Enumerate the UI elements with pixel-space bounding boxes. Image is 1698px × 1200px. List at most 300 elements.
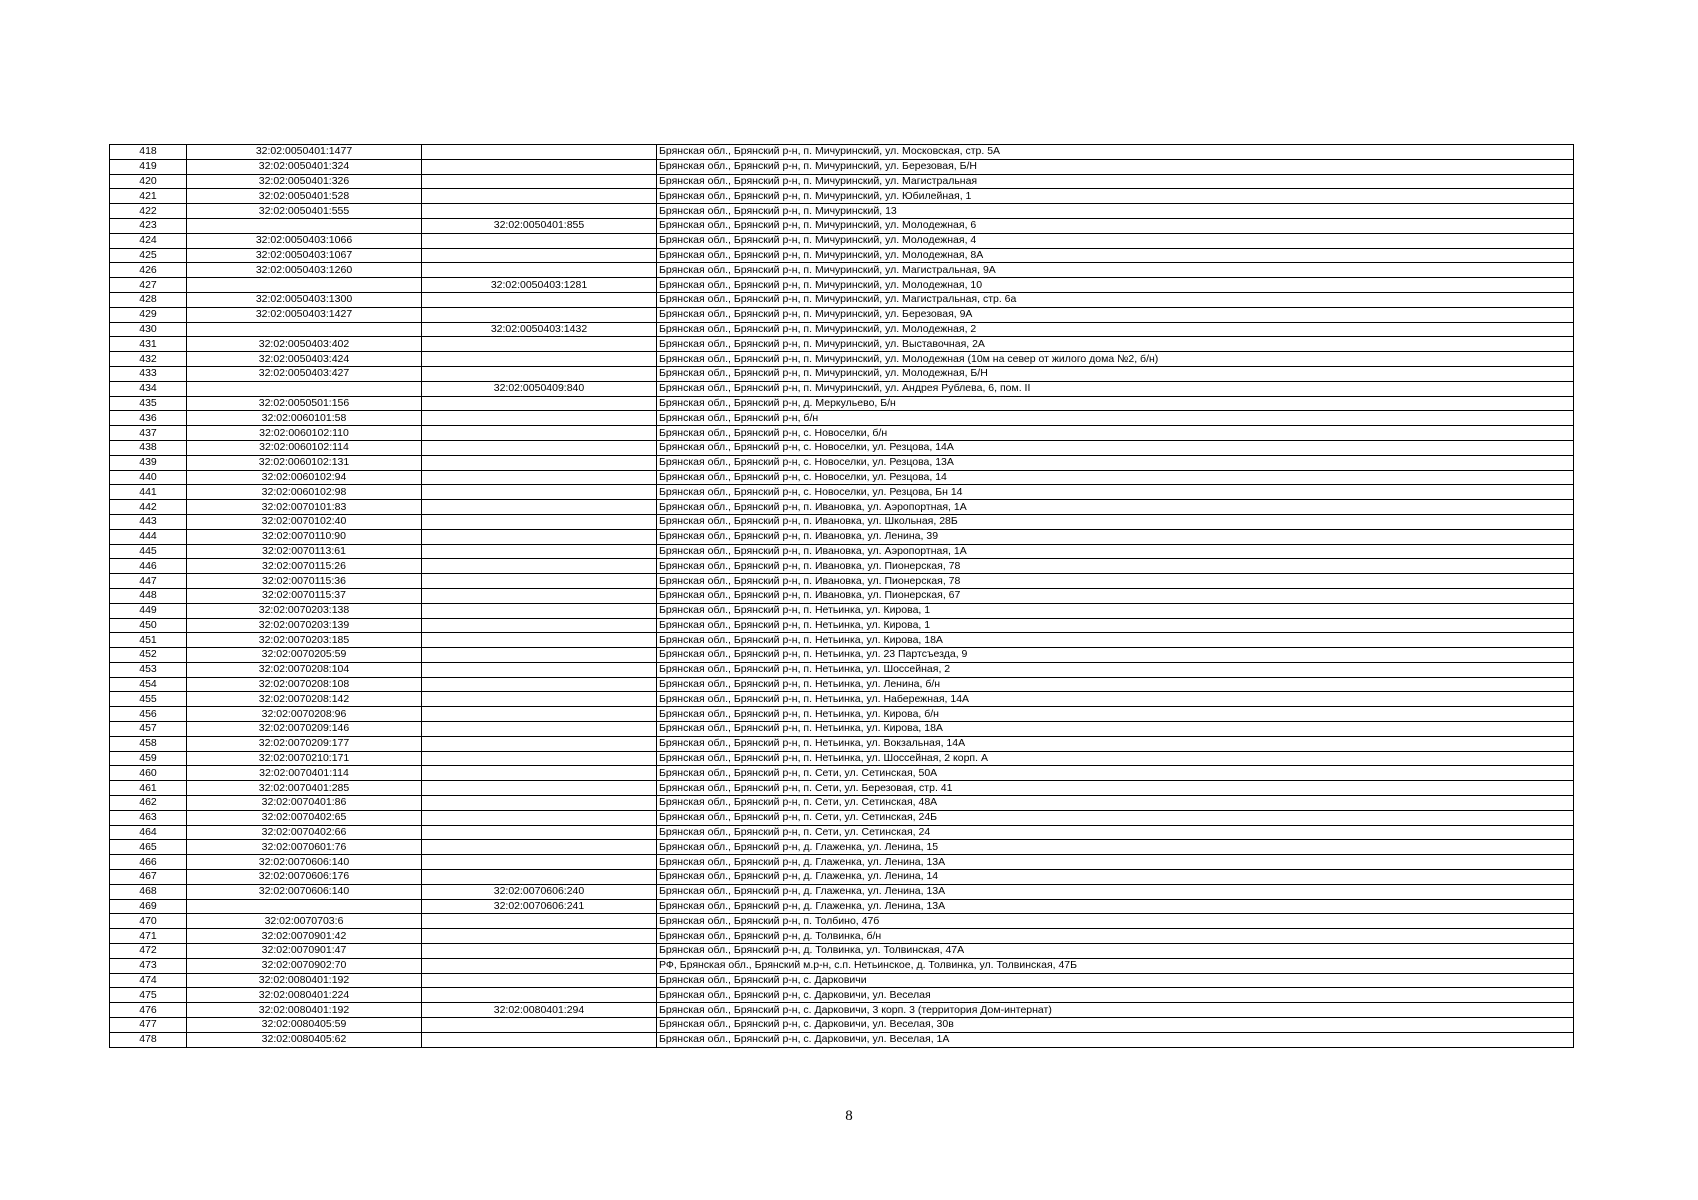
cadastral-number-cell: [187, 322, 422, 337]
secondary-cadastral-number-cell: [422, 500, 657, 515]
row-number-cell: 435: [110, 396, 187, 411]
row-number-cell: 444: [110, 529, 187, 544]
secondary-cadastral-number-cell: 32:02:0050401:855: [422, 218, 657, 233]
row-number-cell: 439: [110, 455, 187, 470]
table-row: [110, 766, 1574, 781]
cadastral-number-cell: 32:02:0050401:326: [187, 174, 422, 189]
table-row: [110, 396, 1574, 411]
table-row: [110, 648, 1574, 663]
row-number-cell: 464: [110, 825, 187, 840]
cadastral-number-cell: 32:02:0060101:58: [187, 411, 422, 426]
cadastral-number-cell: 32:02:0050401:528: [187, 189, 422, 204]
cadastral-number-cell: 32:02:0070115:26: [187, 559, 422, 574]
row-number-cell: 457: [110, 722, 187, 737]
row-number-cell: 455: [110, 692, 187, 707]
table-row: [110, 988, 1574, 1003]
cadastral-number-cell: 32:02:0070203:139: [187, 618, 422, 633]
row-number-cell: 452: [110, 648, 187, 663]
address-cell: Брянская обл., Брянский р-н, п. Мичуринский, ул. Молодежная, 4: [657, 233, 1574, 248]
table-row: [110, 307, 1574, 322]
secondary-cadastral-number-cell: [422, 174, 657, 189]
address-cell: Брянская обл., Брянский р-н, п. Ивановка, ул. Школьная, 28Б: [657, 514, 1574, 529]
cadastral-number-cell: 32:02:0070703:6: [187, 914, 422, 929]
address-cell: Брянская обл., Брянский р-н, с. Дарковичи, ул. Веселая, 30в: [657, 1018, 1574, 1033]
secondary-cadastral-number-cell: [422, 352, 657, 367]
table-row: [110, 588, 1574, 603]
secondary-cadastral-number-cell: [422, 648, 657, 663]
address-cell: Брянская обл., Брянский р-н, д. Глаженка, ул. Ленина, 15: [657, 840, 1574, 855]
secondary-cadastral-number-cell: [422, 514, 657, 529]
row-number-cell: 446: [110, 559, 187, 574]
secondary-cadastral-number-cell: [422, 988, 657, 1003]
secondary-cadastral-number-cell: [422, 973, 657, 988]
table-row: [110, 322, 1574, 337]
address-cell: Брянская обл., Брянский р-н, п. Мичуринский, 13: [657, 204, 1574, 219]
address-cell: Брянская обл., Брянский р-н, п. Мичуринский, ул. Андрея Рублева, 6, пом. II: [657, 381, 1574, 396]
address-cell: Брянская обл., Брянский р-н, с. Новоселки, ул. Резцова, Бн 14: [657, 485, 1574, 500]
row-number-cell: 478: [110, 1032, 187, 1047]
secondary-cadastral-number-cell: [422, 559, 657, 574]
cadastral-number-cell: 32:02:0050403:1260: [187, 263, 422, 278]
table-row: [110, 870, 1574, 885]
secondary-cadastral-number-cell: [422, 707, 657, 722]
cadastral-number-cell: 32:02:0070601:76: [187, 840, 422, 855]
row-number-cell: 423: [110, 218, 187, 233]
table-row: [110, 292, 1574, 307]
table-row: [110, 751, 1574, 766]
address-cell: Брянская обл., Брянский р-н, п. Сети, ул. Сетинская, 50А: [657, 766, 1574, 781]
cadastral-number-cell: [187, 899, 422, 914]
address-cell: Брянская обл., Брянский р-н, с. Дарковичи, ул. Веселая, 1А: [657, 1032, 1574, 1047]
cadastral-number-cell: 32:02:0070902:70: [187, 958, 422, 973]
address-cell: Брянская обл., Брянский р-н, п. Нетьинка, ул. Кирова, 1: [657, 618, 1574, 633]
secondary-cadastral-number-cell: [422, 159, 657, 174]
address-cell: Брянская обл., Брянский р-н, д. Толвинка, б/н: [657, 929, 1574, 944]
secondary-cadastral-number-cell: [422, 603, 657, 618]
secondary-cadastral-number-cell: [422, 855, 657, 870]
secondary-cadastral-number-cell: [422, 485, 657, 500]
address-cell: Брянская обл., Брянский р-н, п. Мичуринский, ул. Березовая, Б/Н: [657, 159, 1574, 174]
row-number-cell: 422: [110, 204, 187, 219]
table-row: [110, 914, 1574, 929]
secondary-cadastral-number-cell: 32:02:0070606:241: [422, 899, 657, 914]
address-cell: Брянская обл., Брянский р-н, д. Глаженка, ул. Ленина, 13А: [657, 884, 1574, 899]
address-cell: Брянская обл., Брянский р-н, п. Сети, ул. Березовая, стр. 41: [657, 781, 1574, 796]
row-number-cell: 419: [110, 159, 187, 174]
cadastral-number-cell: 32:02:0070208:142: [187, 692, 422, 707]
secondary-cadastral-number-cell: [422, 751, 657, 766]
row-number-cell: 443: [110, 514, 187, 529]
cadastral-number-cell: 32:02:0080401:192: [187, 973, 422, 988]
row-number-cell: 430: [110, 322, 187, 337]
secondary-cadastral-number-cell: [422, 396, 657, 411]
property-registry-table: [109, 144, 1574, 1048]
table-row: [110, 973, 1574, 988]
table-row: [110, 958, 1574, 973]
address-cell: Брянская обл., Брянский р-н, п. Нетьинка, ул. Набережная, 14А: [657, 692, 1574, 707]
secondary-cadastral-number-cell: [422, 929, 657, 944]
cadastral-number-cell: 32:02:0070401:114: [187, 766, 422, 781]
secondary-cadastral-number-cell: [422, 574, 657, 589]
address-cell: Брянская обл., Брянский р-н, п. Нетьинка, ул. Ленина, б/н: [657, 677, 1574, 692]
address-cell: Брянская обл., Брянский р-н, п. Мичуринский, ул. Магистральная, стр. 6а: [657, 292, 1574, 307]
table-row: [110, 544, 1574, 559]
row-number-cell: 463: [110, 810, 187, 825]
secondary-cadastral-number-cell: 32:02:0050403:1281: [422, 278, 657, 293]
row-number-cell: 448: [110, 588, 187, 603]
row-number-cell: 436: [110, 411, 187, 426]
row-number-cell: 472: [110, 944, 187, 959]
table-row: [110, 248, 1574, 263]
cadastral-number-cell: 32:02:0070205:59: [187, 648, 422, 663]
address-cell: Брянская обл., Брянский р-н, с. Новоселки, ул. Резцова, 14: [657, 470, 1574, 485]
secondary-cadastral-number-cell: [422, 633, 657, 648]
table-row: [110, 855, 1574, 870]
cadastral-number-cell: 32:02:0070110:90: [187, 529, 422, 544]
cadastral-number-cell: 32:02:0070401:285: [187, 781, 422, 796]
table-row: [110, 145, 1574, 160]
table-row: [110, 1032, 1574, 1047]
address-cell: Брянская обл., Брянский р-н, п. Нетьинка, ул. Шоссейная, 2 корп. А: [657, 751, 1574, 766]
address-cell: Брянская обл., Брянский р-н, п. Нетьинка, ул. Кирова, 1: [657, 603, 1574, 618]
address-cell: Брянская обл., Брянский р-н, с. Новоселки, б/н: [657, 426, 1574, 441]
secondary-cadastral-number-cell: [422, 588, 657, 603]
row-number-cell: 473: [110, 958, 187, 973]
table-row: [110, 603, 1574, 618]
cadastral-number-cell: 32:02:0070203:185: [187, 633, 422, 648]
address-cell: Брянская обл., Брянский р-н, д. Глаженка, ул. Ленина, 13А: [657, 899, 1574, 914]
secondary-cadastral-number-cell: [422, 840, 657, 855]
table-row: [110, 618, 1574, 633]
table-row: [110, 796, 1574, 811]
row-number-cell: 434: [110, 381, 187, 396]
table-row: [110, 204, 1574, 219]
row-number-cell: 453: [110, 662, 187, 677]
table-row: [110, 529, 1574, 544]
cadastral-number-cell: 32:02:0070208:96: [187, 707, 422, 722]
table-row: [110, 455, 1574, 470]
cadastral-number-cell: 32:02:0060102:131: [187, 455, 422, 470]
cadastral-number-cell: 32:02:0070115:37: [187, 588, 422, 603]
row-number-cell: 421: [110, 189, 187, 204]
table-row: [110, 1018, 1574, 1033]
cadastral-number-cell: 32:02:0050403:424: [187, 352, 422, 367]
table-row: [110, 233, 1574, 248]
address-cell: Брянская обл., Брянский р-н, д. Глаженка, ул. Ленина, 13А: [657, 855, 1574, 870]
row-number-cell: 442: [110, 500, 187, 515]
row-number-cell: 466: [110, 855, 187, 870]
row-number-cell: 469: [110, 899, 187, 914]
row-number-cell: 476: [110, 1003, 187, 1018]
row-number-cell: 454: [110, 677, 187, 692]
cadastral-number-cell: [187, 278, 422, 293]
table-row: [110, 500, 1574, 515]
address-cell: Брянская обл., Брянский р-н, п. Мичуринский, ул. Магистральная: [657, 174, 1574, 189]
cadastral-number-cell: 32:02:0050501:156: [187, 396, 422, 411]
table-row: [110, 426, 1574, 441]
address-cell: Брянская обл., Брянский р-н, п. Сети, ул. Сетинская, 48А: [657, 796, 1574, 811]
row-number-cell: 451: [110, 633, 187, 648]
row-number-cell: 470: [110, 914, 187, 929]
table-row: [110, 707, 1574, 722]
secondary-cadastral-number-cell: [422, 307, 657, 322]
table-row: [110, 440, 1574, 455]
secondary-cadastral-number-cell: [422, 618, 657, 633]
cadastral-number-cell: 32:02:0070401:86: [187, 796, 422, 811]
cadastral-number-cell: 32:02:0080401:224: [187, 988, 422, 1003]
address-cell: Брянская обл., Брянский р-н, д. Меркульево, Б/н: [657, 396, 1574, 411]
secondary-cadastral-number-cell: [422, 366, 657, 381]
table-row: [110, 662, 1574, 677]
cadastral-number-cell: 32:02:0050401:555: [187, 204, 422, 219]
cadastral-number-cell: 32:02:0070102:40: [187, 514, 422, 529]
cadastral-number-cell: 32:02:0070113:61: [187, 544, 422, 559]
address-cell: Брянская обл., Брянский р-н, п. Ивановка, ул. Аэропортная, 1А: [657, 544, 1574, 559]
address-cell: Брянская обл., Брянский р-н, д. Толвинка, ул. Толвинская, 47А: [657, 944, 1574, 959]
secondary-cadastral-number-cell: [422, 914, 657, 929]
cadastral-number-cell: 32:02:0060102:114: [187, 440, 422, 455]
address-cell: Брянская обл., Брянский р-н, п. Ивановка, ул. Пионерская, 78: [657, 574, 1574, 589]
cadastral-number-cell: 32:02:0070115:36: [187, 574, 422, 589]
table-row: [110, 411, 1574, 426]
table-row: [110, 189, 1574, 204]
address-cell: Брянская обл., Брянский р-н, с. Новоселки, ул. Резцова, 13А: [657, 455, 1574, 470]
address-cell: Брянская обл., Брянский р-н, п. Мичуринский, ул. Молодежная, 10: [657, 278, 1574, 293]
secondary-cadastral-number-cell: [422, 958, 657, 973]
cadastral-number-cell: 32:02:0050403:1427: [187, 307, 422, 322]
row-number-cell: 427: [110, 278, 187, 293]
row-number-cell: 418: [110, 145, 187, 160]
cadastral-number-cell: 32:02:0050403:1066: [187, 233, 422, 248]
table-row: [110, 381, 1574, 396]
table-row: [110, 677, 1574, 692]
row-number-cell: 477: [110, 1018, 187, 1033]
row-number-cell: 456: [110, 707, 187, 722]
address-cell: Брянская обл., Брянский р-н, п. Мичуринский, ул. Молодежная, 6: [657, 218, 1574, 233]
row-number-cell: 475: [110, 988, 187, 1003]
cadastral-number-cell: 32:02:0070208:104: [187, 662, 422, 677]
table-row: [110, 722, 1574, 737]
secondary-cadastral-number-cell: [422, 292, 657, 307]
table-row: [110, 840, 1574, 855]
address-cell: Брянская обл., Брянский р-н, п. Ивановка, ул. Пионерская, 78: [657, 559, 1574, 574]
cadastral-number-cell: 32:02:0050401:324: [187, 159, 422, 174]
row-number-cell: 458: [110, 736, 187, 751]
cadastral-number-cell: 32:02:0080401:192: [187, 1003, 422, 1018]
address-cell: Брянская обл., Брянский р-н, с. Дарковичи, 3 корп. 3 (территория Дом-интернат): [657, 1003, 1574, 1018]
secondary-cadastral-number-cell: [422, 796, 657, 811]
secondary-cadastral-number-cell: [422, 692, 657, 707]
address-cell: Брянская обл., Брянский р-н, п. Мичуринский, ул. Молодежная (10м на север от жилого дома №2, б/н): [657, 352, 1574, 367]
row-number-cell: 462: [110, 796, 187, 811]
secondary-cadastral-number-cell: [422, 944, 657, 959]
row-number-cell: 449: [110, 603, 187, 618]
secondary-cadastral-number-cell: [422, 145, 657, 160]
cadastral-number-cell: 32:02:0070606:176: [187, 870, 422, 885]
address-cell: Брянская обл., Брянский р-н, д. Глаженка, ул. Ленина, 14: [657, 870, 1574, 885]
table-row: [110, 1003, 1574, 1018]
row-number-cell: 438: [110, 440, 187, 455]
address-cell: Брянская обл., Брянский р-н, п. Мичуринский, ул. Московская, стр. 5А: [657, 145, 1574, 160]
secondary-cadastral-number-cell: [422, 544, 657, 559]
row-number-cell: 450: [110, 618, 187, 633]
cadastral-number-cell: 32:02:0070203:138: [187, 603, 422, 618]
row-number-cell: 432: [110, 352, 187, 367]
address-cell: Брянская обл., Брянский р-н, п. Мичуринский, ул. Молодежная, 8А: [657, 248, 1574, 263]
row-number-cell: 440: [110, 470, 187, 485]
secondary-cadastral-number-cell: [422, 825, 657, 840]
cadastral-number-cell: [187, 218, 422, 233]
table-row: [110, 559, 1574, 574]
row-number-cell: 474: [110, 973, 187, 988]
row-number-cell: 467: [110, 870, 187, 885]
address-cell: Брянская обл., Брянский р-н, п. Нетьинка, ул. Кирова, б/н: [657, 707, 1574, 722]
secondary-cadastral-number-cell: [422, 411, 657, 426]
table-row: [110, 337, 1574, 352]
row-number-cell: 468: [110, 884, 187, 899]
table-row: [110, 884, 1574, 899]
secondary-cadastral-number-cell: 32:02:0070606:240: [422, 884, 657, 899]
table-row: [110, 810, 1574, 825]
secondary-cadastral-number-cell: [422, 781, 657, 796]
address-cell: Брянская обл., Брянский р-н, п. Мичуринский, ул. Магистральная, 9А: [657, 263, 1574, 278]
secondary-cadastral-number-cell: [422, 662, 657, 677]
secondary-cadastral-number-cell: [422, 455, 657, 470]
cadastral-number-cell: [187, 381, 422, 396]
cadastral-number-cell: 32:02:0070606:140: [187, 884, 422, 899]
table-row: [110, 174, 1574, 189]
secondary-cadastral-number-cell: [422, 722, 657, 737]
address-cell: Брянская обл., Брянский р-н, п. Нетьинка, ул. Шоссейная, 2: [657, 662, 1574, 677]
row-number-cell: 447: [110, 574, 187, 589]
address-cell: РФ, Брянская обл., Брянский м.р-н, с.п. Нетьинское, д. Толвинка, ул. Толвинская, 47Б: [657, 958, 1574, 973]
row-number-cell: 441: [110, 485, 187, 500]
cadastral-number-cell: 32:02:0060102:110: [187, 426, 422, 441]
row-number-cell: 425: [110, 248, 187, 263]
cadastral-number-cell: 32:02:0070210:171: [187, 751, 422, 766]
cadastral-number-cell: 32:02:0070901:47: [187, 944, 422, 959]
cadastral-number-cell: 32:02:0070402:66: [187, 825, 422, 840]
secondary-cadastral-number-cell: [422, 337, 657, 352]
row-number-cell: 445: [110, 544, 187, 559]
secondary-cadastral-number-cell: [422, 440, 657, 455]
table-row: [110, 485, 1574, 500]
row-number-cell: 433: [110, 366, 187, 381]
cadastral-number-cell: 32:02:0070606:140: [187, 855, 422, 870]
table-row: [110, 944, 1574, 959]
address-cell: Брянская обл., Брянский р-н, п. Сети, ул. Сетинская, 24Б: [657, 810, 1574, 825]
row-number-cell: 465: [110, 840, 187, 855]
cadastral-number-cell: 32:02:0050401:1477: [187, 145, 422, 160]
table-row: [110, 514, 1574, 529]
address-cell: Брянская обл., Брянский р-н, п. Нетьинка, ул. Вокзальная, 14А: [657, 736, 1574, 751]
address-cell: Брянская обл., Брянский р-н, п. Толбино, 47б: [657, 914, 1574, 929]
secondary-cadastral-number-cell: [422, 470, 657, 485]
table-row: [110, 633, 1574, 648]
address-cell: Брянская обл., Брянский р-н, п. Сети, ул. Сетинская, 24: [657, 825, 1574, 840]
address-cell: Брянская обл., Брянский р-н, п. Ивановка, ул. Пионерская, 67: [657, 588, 1574, 603]
secondary-cadastral-number-cell: [422, 677, 657, 692]
cadastral-number-cell: 32:02:0070101:83: [187, 500, 422, 515]
secondary-cadastral-number-cell: [422, 263, 657, 278]
secondary-cadastral-number-cell: 32:02:0050409:840: [422, 381, 657, 396]
address-cell: Брянская обл., Брянский р-н, п. Нетьинка, ул. Кирова, 18А: [657, 633, 1574, 648]
cadastral-number-cell: 32:02:0060102:98: [187, 485, 422, 500]
row-number-cell: 426: [110, 263, 187, 278]
secondary-cadastral-number-cell: [422, 204, 657, 219]
row-number-cell: 437: [110, 426, 187, 441]
address-cell: Брянская обл., Брянский р-н, б/н: [657, 411, 1574, 426]
table-row: [110, 899, 1574, 914]
table-row: [110, 470, 1574, 485]
cadastral-number-cell: 32:02:0070208:108: [187, 677, 422, 692]
row-number-cell: 429: [110, 307, 187, 322]
cadastral-number-cell: 32:02:0080405:62: [187, 1032, 422, 1047]
secondary-cadastral-number-cell: [422, 736, 657, 751]
row-number-cell: 460: [110, 766, 187, 781]
page-number: 8: [845, 1108, 853, 1124]
address-cell: Брянская обл., Брянский р-н, с. Дарковичи: [657, 973, 1574, 988]
table-row: [110, 263, 1574, 278]
address-cell: Брянская обл., Брянский р-н, с. Новоселки, ул. Резцова, 14А: [657, 440, 1574, 455]
cadastral-number-cell: 32:02:0070209:146: [187, 722, 422, 737]
cadastral-number-cell: 32:02:0070209:177: [187, 736, 422, 751]
address-cell: Брянская обл., Брянский р-н, п. Мичуринский, ул. Выставочная, 2А: [657, 337, 1574, 352]
table-row: [110, 159, 1574, 174]
table-row: [110, 692, 1574, 707]
address-cell: Брянская обл., Брянский р-н, п. Нетьинка, ул. Кирова, 18А: [657, 722, 1574, 737]
cadastral-number-cell: 32:02:0050403:1067: [187, 248, 422, 263]
registry-table-body: [110, 145, 1574, 1048]
address-cell: Брянская обл., Брянский р-н, п. Мичуринский, ул. Молодежная, Б/Н: [657, 366, 1574, 381]
address-cell: Брянская обл., Брянский р-н, п. Ивановка, ул. Ленина, 39: [657, 529, 1574, 544]
cadastral-number-cell: 32:02:0080405:59: [187, 1018, 422, 1033]
address-cell: Брянская обл., Брянский р-н, п. Ивановка, ул. Аэропортная, 1А: [657, 500, 1574, 515]
secondary-cadastral-number-cell: 32:02:0080401:294: [422, 1003, 657, 1018]
secondary-cadastral-number-cell: [422, 233, 657, 248]
cadastral-number-cell: 32:02:0060102:94: [187, 470, 422, 485]
cadastral-number-cell: 32:02:0050403:402: [187, 337, 422, 352]
secondary-cadastral-number-cell: [422, 1018, 657, 1033]
table-row: [110, 781, 1574, 796]
table-row: [110, 736, 1574, 751]
table-row: [110, 278, 1574, 293]
secondary-cadastral-number-cell: [422, 810, 657, 825]
table-row: [110, 929, 1574, 944]
secondary-cadastral-number-cell: [422, 248, 657, 263]
address-cell: Брянская обл., Брянский р-н, п. Мичуринский, ул. Березовая, 9А: [657, 307, 1574, 322]
secondary-cadastral-number-cell: [422, 870, 657, 885]
row-number-cell: 431: [110, 337, 187, 352]
row-number-cell: 471: [110, 929, 187, 944]
row-number-cell: 420: [110, 174, 187, 189]
table-row: [110, 352, 1574, 367]
cadastral-number-cell: 32:02:0050403:1300: [187, 292, 422, 307]
secondary-cadastral-number-cell: [422, 426, 657, 441]
address-cell: Брянская обл., Брянский р-н, п. Нетьинка, ул. 23 Партсъезда, 9: [657, 648, 1574, 663]
address-cell: Брянская обл., Брянский р-н, п. Мичуринский, ул. Юбилейная, 1: [657, 189, 1574, 204]
cadastral-number-cell: 32:02:0070901:42: [187, 929, 422, 944]
cadastral-number-cell: 32:02:0070402:65: [187, 810, 422, 825]
table-row: [110, 825, 1574, 840]
secondary-cadastral-number-cell: 32:02:0050403:1432: [422, 322, 657, 337]
secondary-cadastral-number-cell: [422, 529, 657, 544]
secondary-cadastral-number-cell: [422, 1032, 657, 1047]
table-row: [110, 574, 1574, 589]
secondary-cadastral-number-cell: [422, 189, 657, 204]
row-number-cell: 428: [110, 292, 187, 307]
row-number-cell: 424: [110, 233, 187, 248]
